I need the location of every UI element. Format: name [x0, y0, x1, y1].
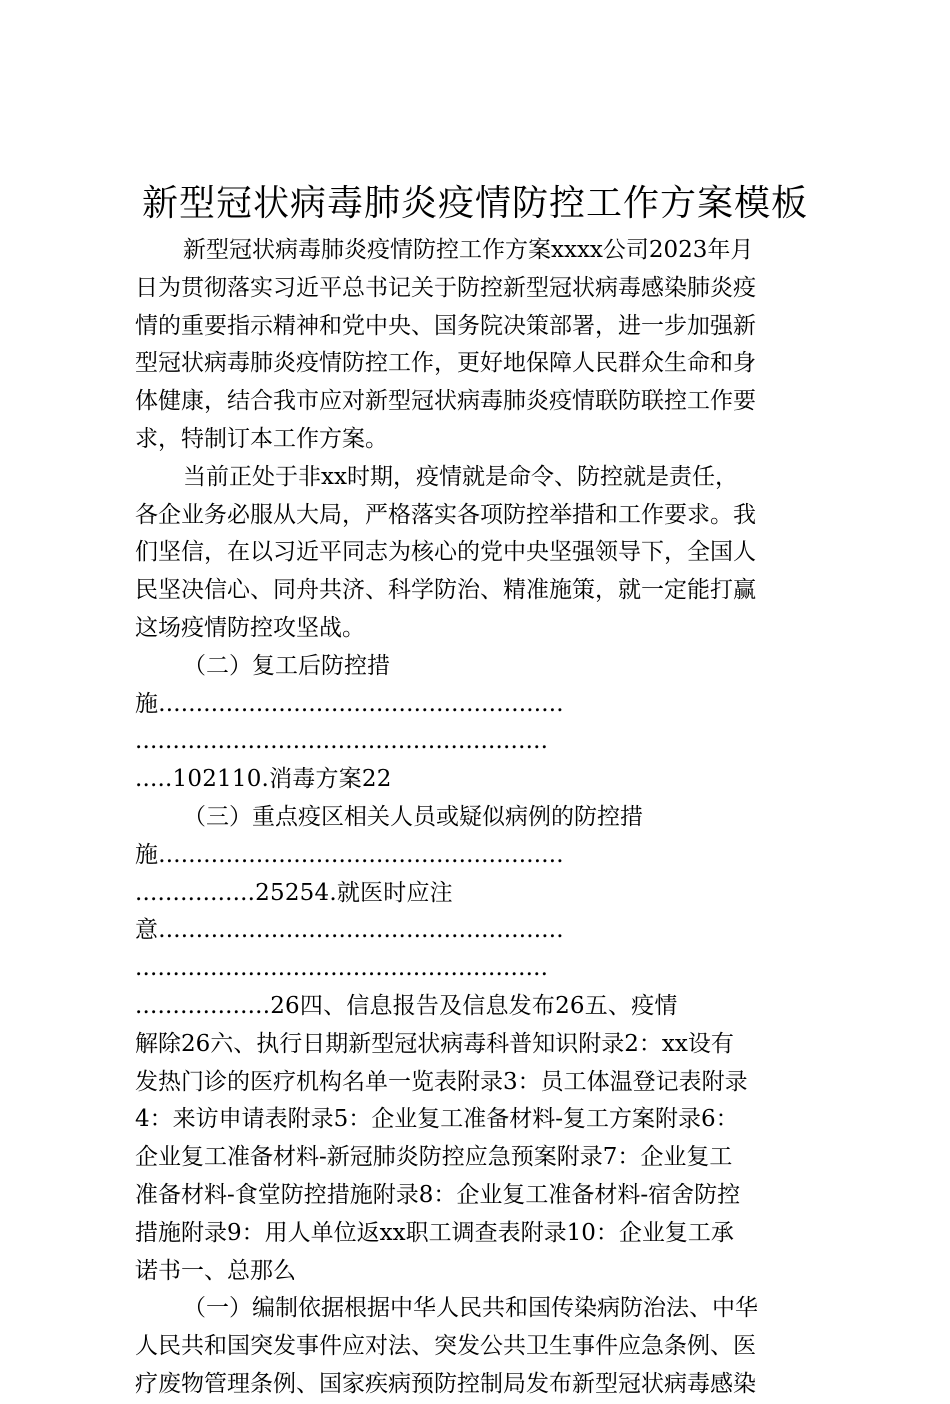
toc-line: .......................................................	[135, 728, 549, 755]
paragraph-line: 企业复工准备材料-新冠肺炎防控应急预案附录7：企业复工	[135, 1144, 733, 1171]
paragraph-line: 求，特制订本工作方案。	[135, 425, 388, 452]
toc-line: 施......................................................	[135, 690, 564, 717]
toc-line: 施......................................................	[135, 841, 564, 868]
toc-line: ..................26四、信息报告及信息发布26五、疫情	[135, 992, 678, 1019]
toc-line: .....102110.消毒方案22	[135, 766, 392, 793]
paragraph-line: 疗废物管理条例、国家疾病预防控制局发布新型冠状病毒感染	[135, 1370, 756, 1397]
document-title: 新型冠状病毒肺炎疫情防控工作方案模板	[141, 183, 808, 224]
paragraph-line: 解除26六、执行日期新型冠状病毒科普知识附录2：xx设有	[135, 1030, 734, 1057]
paragraph-line: 日为贯彻落实习近平总书记关于防控新型冠状病毒感染肺炎疫	[135, 274, 756, 301]
paragraph-line: 体健康，结合我市应对新型冠状病毒肺炎疫情联防联控工作要	[135, 388, 756, 415]
document-body	[135, 232, 825, 1404]
paragraph-line: 各企业务必服从大局，严格落实各项防控举措和工作要求。我	[135, 501, 756, 528]
paragraph-line: 新型冠状病毒肺炎疫情防控工作方案xxxx公司2023年月	[183, 237, 754, 263]
paragraph-line: 措施附录9：用人单位返xx职工调查表附录10：企业复工承	[135, 1219, 734, 1246]
toc-line: （二）复工后防控措	[183, 652, 390, 679]
paragraph-line: 民坚决信心、同舟共济、科学防治、精准施策，就一定能打赢	[135, 577, 756, 604]
paragraph-line: 当前正处于非xx时期，疫情就是命令、防控就是责任，	[183, 463, 738, 490]
paragraph-line: 人民共和国突发事件应对法、突发公共卫生事件应急条例、医	[135, 1333, 756, 1360]
paragraph-line: 4：来访申请表附录5：企业复工准备材料-复工方案附录6：	[135, 1106, 739, 1133]
toc-line: 意......................................................	[135, 917, 564, 944]
paragraph-line: 准备材料-食堂防控措施附录8：企业复工准备材料-宿舍防控	[135, 1181, 741, 1208]
paragraph-line: 型冠状病毒肺炎疫情防控工作，更好地保障人民群众生命和身	[135, 350, 756, 377]
paragraph-line: 们坚信，在以习近平同志为核心的党中央坚强领导下，全国人	[135, 539, 756, 566]
paragraph-line: 情的重要指示精神和党中央、国务院决策部署，进一步加强新	[135, 312, 756, 339]
toc-line: ................25254.就医时应注	[135, 879, 453, 906]
toc-line: .......................................................	[135, 955, 549, 982]
paragraph-line: （一）编制依据根据中华人民共和国传染病防治法、中华	[183, 1295, 758, 1322]
toc-line: （三）重点疫区相关人员或疑似病例的防控措	[183, 803, 643, 830]
paragraph-line: 诺书一、总那么	[135, 1257, 296, 1284]
paragraph-line: 这场疫情防控攻坚战。	[135, 614, 365, 641]
paragraph-line: 发热门诊的医疗机构名单一览表附录3：员工体温登记表附录	[135, 1068, 748, 1095]
